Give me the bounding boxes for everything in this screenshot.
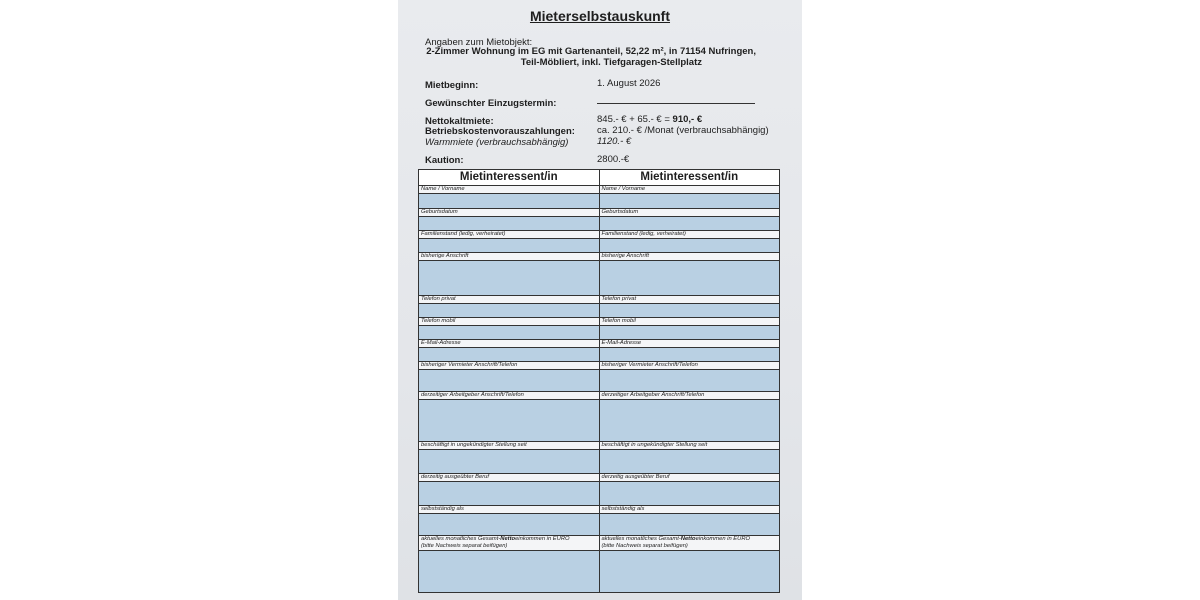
occupation-field-2[interactable] xyxy=(599,482,780,506)
self-employed-field-2[interactable] xyxy=(599,514,780,536)
table-row xyxy=(419,482,780,506)
net-income-note: (bitte Nachweis separat beifügen) xyxy=(601,543,688,549)
employer-label-1: derzeitiger Arbeitgeber Anschrift/Telefon xyxy=(419,392,600,400)
previous-landlord-label-2: bisheriger Vermieter Anschrift/Telefon xyxy=(599,362,780,370)
nettokaltmiete-total: 910,- € xyxy=(672,114,703,125)
net-income-label-1 xyxy=(419,536,600,551)
net-income-prefix: aktuelles monatliches Gesamt- xyxy=(601,536,681,542)
table-row xyxy=(419,551,780,593)
table-row xyxy=(419,370,780,392)
self-employed-field-1[interactable] xyxy=(419,514,600,536)
occupation-label-1: derzeitig ausgeübter Beruf xyxy=(419,474,600,482)
table-row xyxy=(419,450,780,474)
mietbeginn-label: Mietbeginn: xyxy=(425,80,479,91)
table-row xyxy=(419,296,780,304)
table-row xyxy=(419,536,780,551)
warmmiete-label: Warmmiete (verbrauchsabhängig) xyxy=(425,137,569,148)
birthdate-field-2[interactable] xyxy=(599,217,780,231)
previous-address-field-2[interactable] xyxy=(599,261,780,296)
phone-mobile-label-2: Telefon mobil xyxy=(599,318,780,326)
net-income-bold: Netto xyxy=(680,536,696,542)
table-row xyxy=(419,474,780,482)
net-income-field-2[interactable] xyxy=(599,551,780,593)
table-row xyxy=(419,400,780,442)
birthdate-label-1: Geburtsdatum xyxy=(419,209,600,217)
table-header-row xyxy=(419,170,780,186)
kaution-label: Kaution: xyxy=(425,155,464,166)
warmmiete-value: 1120.- € xyxy=(597,136,632,147)
table-row xyxy=(419,186,780,194)
applicant-table xyxy=(418,169,780,593)
table-row xyxy=(419,194,780,209)
email-label-2: E-Mail-Adresse xyxy=(599,340,780,348)
table-row xyxy=(419,304,780,318)
birthdate-field-1[interactable] xyxy=(419,217,600,231)
table-row xyxy=(419,326,780,340)
kaution-value: 2800.-€ xyxy=(597,154,630,165)
table-row xyxy=(419,340,780,348)
net-income-suffix: einkommen in EURO xyxy=(695,536,751,542)
property-description-line2: Teil-Möbliert, inkl. Tiefgaragen-Stellplatz xyxy=(520,57,702,68)
email-field-2[interactable] xyxy=(599,348,780,362)
occupation-field-1[interactable] xyxy=(419,482,600,506)
mietbeginn-value: 1. August 2026 xyxy=(597,78,661,89)
email-field-1[interactable] xyxy=(419,348,600,362)
previous-landlord-field-1[interactable] xyxy=(419,370,600,392)
table-row xyxy=(419,442,780,450)
table-row xyxy=(419,217,780,231)
marital-status-label-1: Familienstand (ledig, verheiratet) xyxy=(419,231,600,239)
net-income-label-2 xyxy=(599,536,780,551)
phone-private-field-2[interactable] xyxy=(599,304,780,318)
previous-address-field-1[interactable] xyxy=(419,261,600,296)
table-row xyxy=(419,348,780,362)
phone-private-field-1[interactable] xyxy=(419,304,600,318)
net-income-prefix: aktuelles monatliches Gesamt- xyxy=(421,536,501,542)
employer-label-2: derzeitiger Arbeitgeber Anschrift/Telefon xyxy=(599,392,780,400)
table-row xyxy=(419,318,780,326)
occupation-label-2: derzeitig ausgeübter Beruf xyxy=(599,474,780,482)
table-row xyxy=(419,231,780,239)
phone-mobile-label-1: Telefon mobil xyxy=(419,318,600,326)
document-title: Mieterselbstauskunft xyxy=(529,8,671,24)
betriebskosten-label: Betriebskostenvorauszahlungen: xyxy=(425,126,575,137)
table-row xyxy=(419,239,780,253)
table-row xyxy=(419,362,780,370)
employed-since-field-1[interactable] xyxy=(419,450,600,474)
table-row xyxy=(419,392,780,400)
property-label: Angaben zum Mietobjekt: xyxy=(425,37,533,48)
nettokaltmiete-value xyxy=(597,114,702,125)
table-row xyxy=(419,261,780,296)
einzugstermin-input-line[interactable] xyxy=(597,103,755,104)
phone-private-label-2: Telefon privat xyxy=(599,296,780,304)
phone-private-label-1: Telefon privat xyxy=(419,296,600,304)
phone-mobile-field-1[interactable] xyxy=(419,326,600,340)
employer-field-2[interactable] xyxy=(599,400,780,442)
employed-since-label-1: beschäftigt in ungekündigter Stellung seit xyxy=(419,442,600,450)
self-employed-label-1: selbstständig als xyxy=(419,506,600,514)
net-income-note: (bitte Nachweis separat beifügen) xyxy=(421,543,508,549)
phone-mobile-field-2[interactable] xyxy=(599,326,780,340)
previous-address-label-2: bisherige Anschrift xyxy=(599,253,780,261)
einzugstermin-label: Gewünschter Einzugstermin: xyxy=(425,98,557,109)
marital-status-field-2[interactable] xyxy=(599,239,780,253)
property-description-line1: 2-Zimmer Wohnung im EG mit Gartenanteil, 52,22 m², in 71154 Nufringen, xyxy=(426,46,756,57)
self-employed-label-2: selbstständig als xyxy=(599,506,780,514)
table-row xyxy=(419,209,780,217)
betriebskosten-value: ca. 210.- € /Monat (verbrauchsabhängig) xyxy=(597,125,769,136)
applicant-2-header: Mietinteressent/in xyxy=(599,170,780,186)
birthdate-label-2: Geburtsdatum xyxy=(599,209,780,217)
applicant-1-header: Mietinteressent/in xyxy=(419,170,600,186)
nettokaltmiete-calculation: 845.- € + 65.- € = xyxy=(597,114,673,125)
net-income-bold: Netto xyxy=(500,536,516,542)
net-income-field-1[interactable] xyxy=(419,551,600,593)
name-label-2: Name / Vorname xyxy=(599,186,780,194)
previous-address-label-1: bisherige Anschrift xyxy=(419,253,600,261)
marital-status-label-2: Familienstand (ledig, verheiratet) xyxy=(599,231,780,239)
name-field-1[interactable] xyxy=(419,194,600,209)
table-row xyxy=(419,514,780,536)
table-row xyxy=(419,253,780,261)
name-label-1: Name / Vorname xyxy=(419,186,600,194)
employed-since-field-2[interactable] xyxy=(599,450,780,474)
previous-landlord-field-2[interactable] xyxy=(599,370,780,392)
employer-field-1[interactable] xyxy=(419,400,600,442)
previous-landlord-label-1: bisheriger Vermieter Anschrift/Telefon xyxy=(419,362,600,370)
table-row xyxy=(419,506,780,514)
name-field-2[interactable] xyxy=(599,194,780,209)
net-income-suffix: einkommen in EURO xyxy=(515,536,570,542)
marital-status-field-1[interactable] xyxy=(419,239,600,253)
form-sheet xyxy=(398,0,802,600)
employed-since-label-2: beschäftigt in ungekündigter Stellung seit xyxy=(599,442,780,450)
nettokaltmiete-label: Nettokaltmiete: xyxy=(425,116,494,127)
email-label-1: E-Mail-Adresse xyxy=(419,340,600,348)
